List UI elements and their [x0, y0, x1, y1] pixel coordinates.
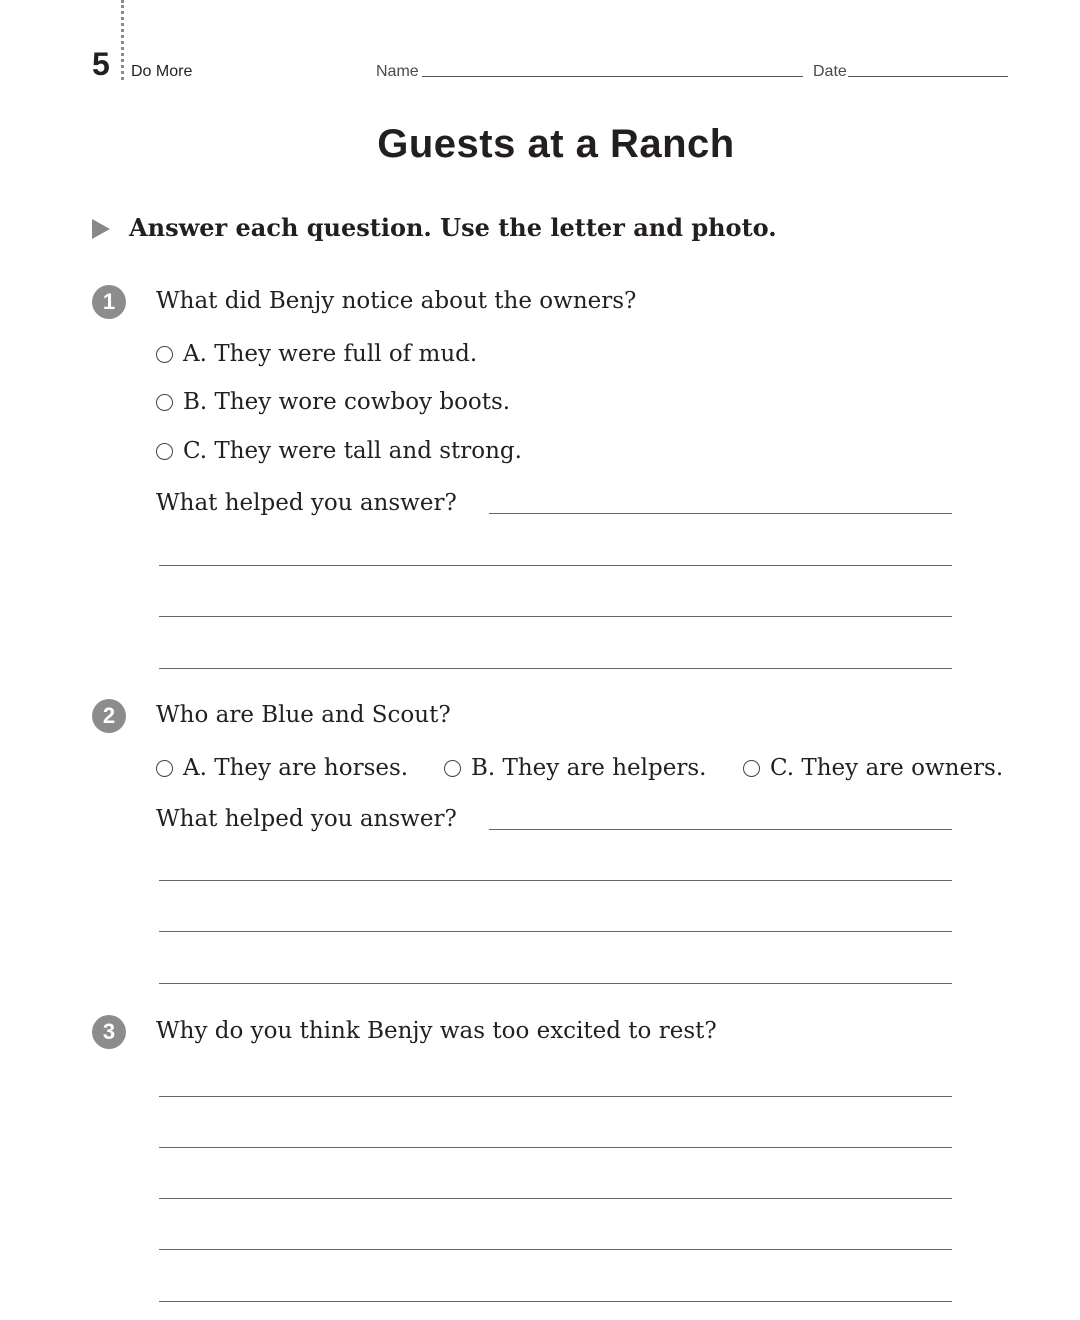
- option-letter: B.: [471, 755, 496, 781]
- option-letter: C.: [770, 755, 795, 781]
- question-1-option-b[interactable]: [156, 386, 510, 418]
- question-3-answer-line[interactable]: [159, 1147, 952, 1148]
- option-letter: A.: [183, 341, 207, 367]
- question-3-answer-line[interactable]: [159, 1096, 952, 1097]
- question-2-option-b[interactable]: [444, 752, 706, 784]
- date-label: Date: [813, 63, 847, 80]
- question-2-option-a[interactable]: [156, 752, 408, 784]
- option-letter: C.: [183, 438, 208, 464]
- question-2-answer-line[interactable]: [159, 931, 952, 932]
- radio-button-icon[interactable]: [743, 760, 760, 777]
- question-1-answer-line[interactable]: [159, 565, 952, 566]
- question-2-answer-line[interactable]: [159, 880, 952, 881]
- unit-number: 5: [92, 46, 110, 82]
- question-1-answer-line[interactable]: [159, 668, 952, 669]
- option-text: They are horses.: [214, 755, 409, 781]
- option-text: They are owners.: [801, 755, 1004, 781]
- header-dotted-divider: [121, 0, 124, 80]
- page-title: Guests at a Ranch: [377, 122, 735, 166]
- question-3-answer-line[interactable]: [159, 1198, 952, 1199]
- question-2-answer-line[interactable]: [159, 983, 952, 984]
- question-2-helped-answer-line[interactable]: [489, 829, 952, 830]
- name-field[interactable]: [422, 76, 803, 77]
- date-field[interactable]: [848, 76, 1008, 77]
- option-letter: B.: [183, 389, 208, 415]
- option-text: They were tall and strong.: [214, 438, 522, 464]
- question-3-answer-line[interactable]: [159, 1249, 952, 1250]
- question-2-option-c[interactable]: [743, 752, 1003, 784]
- question-1-option-a[interactable]: [156, 338, 477, 370]
- question-1-option-c[interactable]: [156, 435, 522, 467]
- question-2-badge: 2: [92, 699, 126, 733]
- play-arrow-icon: [92, 219, 110, 239]
- question-2-helped-prompt: What helped you answer?: [156, 806, 457, 832]
- section-label: Do More: [131, 63, 193, 80]
- radio-button-icon[interactable]: [156, 760, 173, 777]
- option-letter: A.: [183, 755, 207, 781]
- question-3-text: Why do you think Benjy was too excited to rest?: [156, 1018, 717, 1044]
- question-3-answer-line[interactable]: [159, 1301, 952, 1302]
- radio-button-icon[interactable]: [156, 346, 173, 363]
- name-label: Name: [376, 63, 419, 80]
- question-2-text: Who are Blue and Scout?: [156, 702, 451, 728]
- option-text: They were full of mud.: [214, 341, 478, 367]
- question-1-text: What did Benjy notice about the owners?: [156, 288, 637, 314]
- instruction-text: Answer each question. Use the letter and photo.: [129, 213, 777, 242]
- option-text: They are helpers.: [502, 755, 707, 781]
- radio-button-icon[interactable]: [156, 394, 173, 411]
- question-1-badge: 1: [92, 285, 126, 319]
- question-1-helped-prompt: What helped you answer?: [156, 490, 457, 516]
- question-1-answer-line[interactable]: [159, 616, 952, 617]
- question-3-badge: 3: [92, 1015, 126, 1049]
- radio-button-icon[interactable]: [444, 760, 461, 777]
- radio-button-icon[interactable]: [156, 443, 173, 460]
- option-text: They wore cowboy boots.: [214, 389, 511, 415]
- question-1-helped-answer-line[interactable]: [489, 513, 952, 514]
